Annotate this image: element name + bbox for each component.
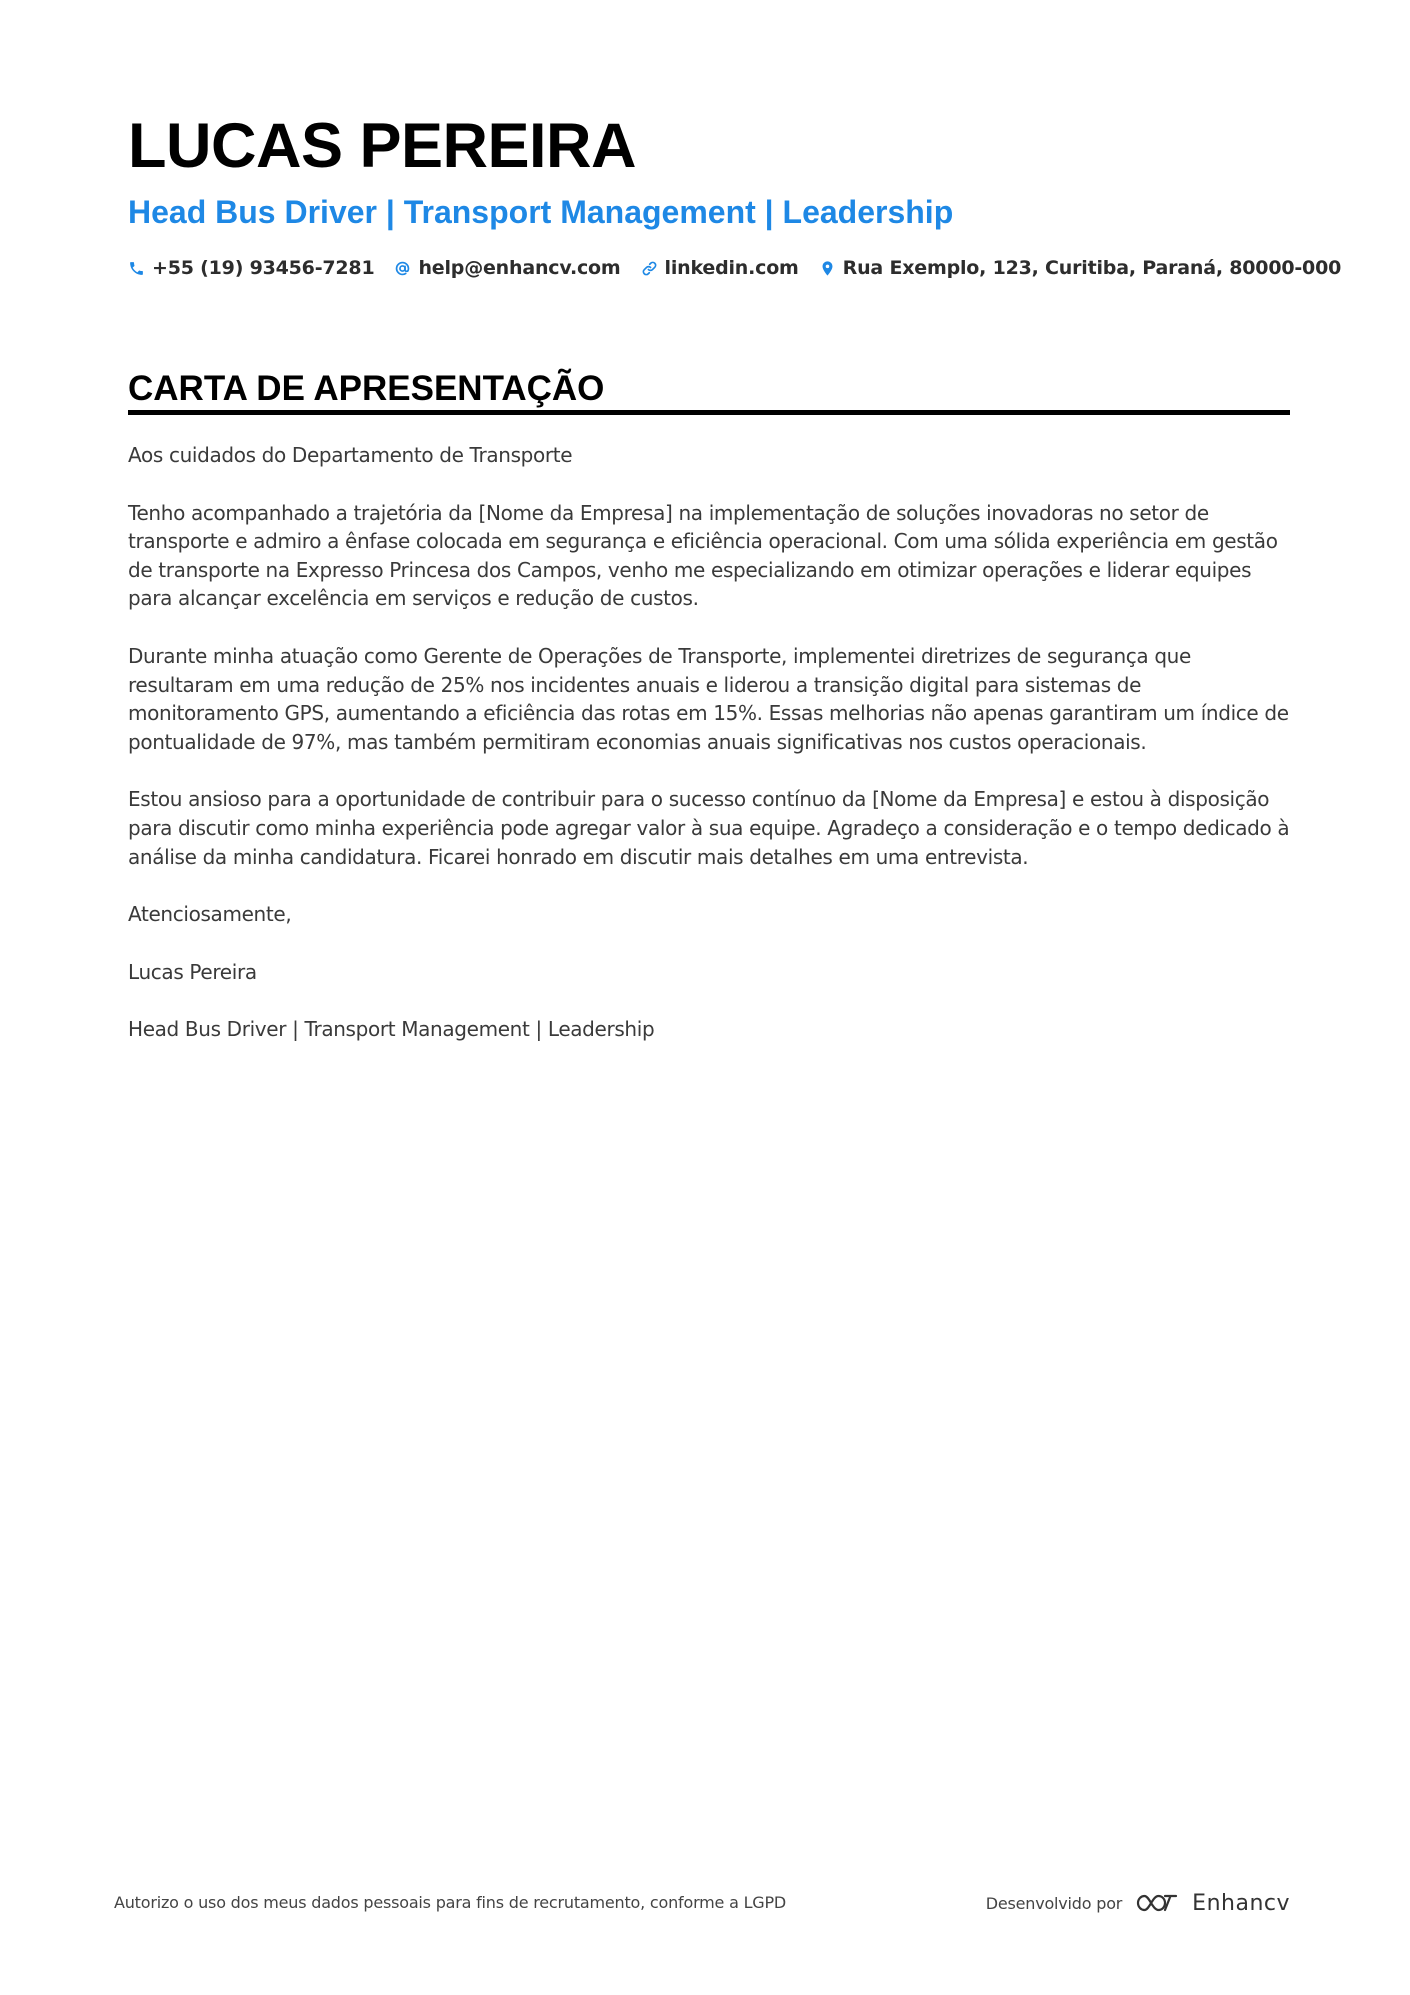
link-icon	[641, 260, 658, 277]
enhancv-logo-icon	[1134, 1891, 1180, 1915]
contact-linkedin[interactable]	[641, 257, 799, 279]
letter-signature-name: Lucas Pereira	[128, 959, 257, 984]
contact-phone[interactable]	[128, 257, 374, 279]
letter-signature-title: Head Bus Driver | Transport Management | Leadership	[128, 1017, 655, 1042]
powered-by-label: Desenvolvido por	[985, 1893, 1123, 1913]
contact-address	[819, 257, 1341, 279]
contact-bar	[128, 252, 1361, 284]
location-pin-icon	[819, 260, 836, 277]
candidate-name: LUCAS PEREIRA	[128, 111, 637, 181]
consent-note: Autorizo o uso dos meus dados pessoais para fins de recrutamento, conforme a LGPD	[114, 1893, 787, 1912]
powered-by[interactable]	[986, 1880, 1290, 1926]
letter-paragraph: Tenho acompanhado a trajetória da [Nome da Empresa] na implementação de soluções inovadoras no setor de transporte e admiro a ênfase colocada em segurança e eficiência operacional. Com uma sólida experiência em gestão de transporte na Expresso Princesa dos Campos, venho me especializando em otimizar operações e liderar equipes para alcançar excelência em serviços e redução de custos.	[128, 500, 1278, 611]
section-divider	[128, 410, 1290, 415]
contact-email-text: help@enhancv.com	[418, 257, 621, 279]
phone-icon	[128, 260, 145, 277]
contact-address-text: Rua Exemplo, 123, Curitiba, Paraná, 80000-000	[842, 257, 1342, 279]
section-title: CARTA DE APRESENTAÇÃO	[128, 369, 605, 408]
letter-paragraph: Estou ansioso para a oportunidade de contribuir para o sucesso contínuo da [Nome da Empresa] e estou à disposição para discutir como minha experiência pode agregar valor à sua equipe. Agradeço a consideração e o tempo dedicado à análise da minha candidatura. Ficarei honrado em discutir mais detalhes em uma entrevista.	[128, 787, 1290, 869]
letter-salutation: Aos cuidados do Departamento de Transporte	[128, 443, 573, 467]
candidate-headline: Head Bus Driver | Transport Management | Leadership	[128, 194, 954, 230]
letter-paragraph: Durante minha atuação como Gerente de Operações de Transporte, implementei diretrizes de segurança que resultaram em uma redução de 25% nos incidentes anuais e liderou a transição digital para sistemas de monitoramento GPS, aumentando a eficiência das rotas em 15%. Essas melhorias não apenas garantiram um índice de pontualidade de 97%, mas também permitiram economias anuais significativas nos custos operacionais.	[128, 643, 1289, 754]
letter-body	[128, 441, 1290, 1073]
letter-closing: Atenciosamente,	[128, 902, 292, 927]
at-icon	[394, 260, 411, 277]
contact-phone-text: +55 (19) 93456-7281	[152, 257, 375, 279]
contact-linkedin-text: linkedin.com	[664, 257, 799, 279]
contact-email[interactable]	[394, 257, 620, 279]
brand-name: Enhancv	[1192, 1890, 1290, 1916]
